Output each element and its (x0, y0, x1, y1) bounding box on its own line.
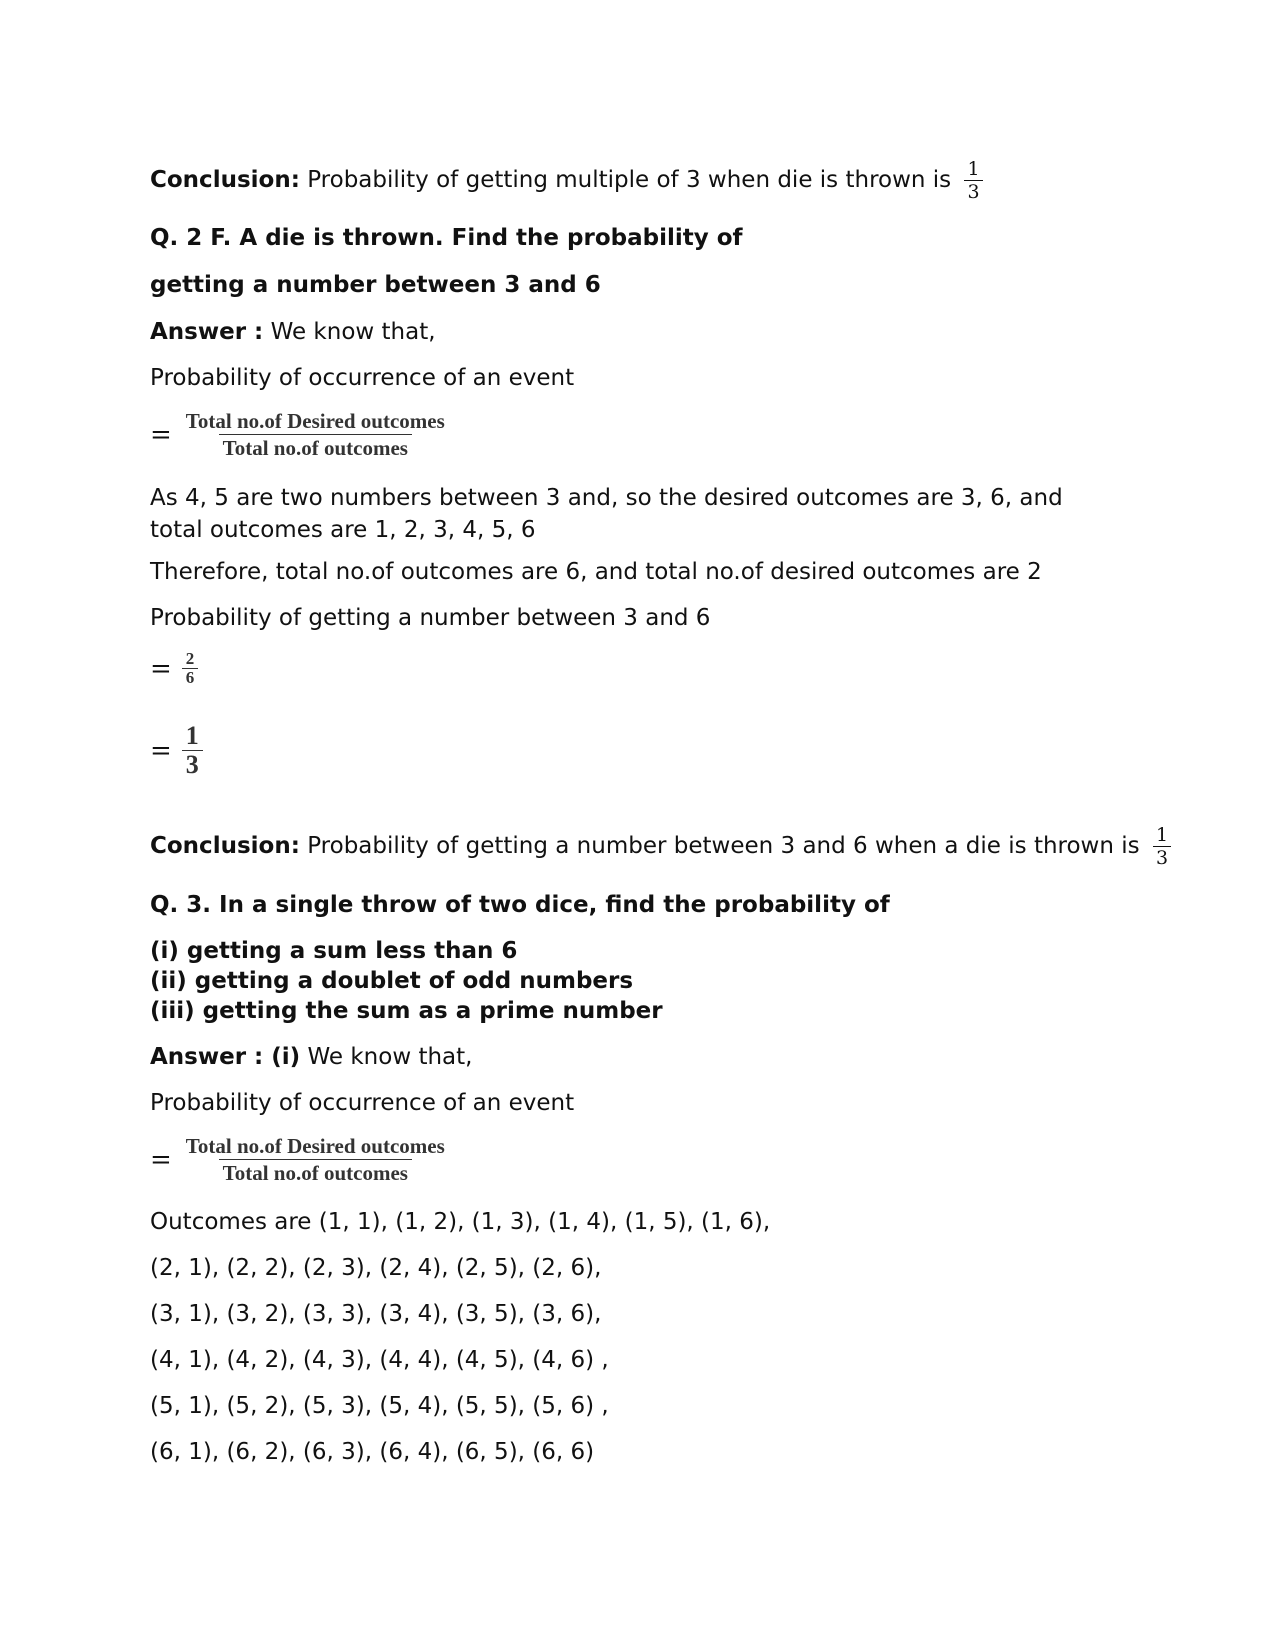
paragraph-total-outcomes: Therefore, total no.of outcomes are 6, and total no.of desired outcomes are 2 (150, 559, 1042, 585)
outcomes-line: (2, 1), (2, 2), (2, 3), (2, 4), (2, 5), (2, 6), (150, 1255, 602, 1281)
question-heading-line-2: getting a number between 3 and 6 (150, 272, 601, 298)
conclusion-label: Conclusion: (150, 833, 300, 859)
paragraph-probability-between: Probability of getting a number between 3 and 6 (150, 605, 711, 631)
formula-fraction: $\frac{\text{Total no.of Desired outcomes}}{\text{Total no.of outcomes}}$ (185, 1134, 445, 1185)
outcomes-line: (4, 1), (4, 2), (4, 3), (4, 4), (4, 5), (4, 6) , (150, 1347, 609, 1373)
conclusion-line-1 (150, 158, 983, 203)
question-3-heading: Q. 3. In a single throw of two dice, find the probability of (150, 892, 890, 918)
probability-definition: Probability of occurrence of an event (150, 365, 575, 391)
fraction-two-sixths: $\frac{2}{6}$ (182, 650, 199, 687)
question-heading: Q. 2 F. A die is thrown. Find the probability of (150, 225, 743, 251)
conclusion-text: Probability of getting a number between 3 and 6 when a die is thrown is (299, 833, 1140, 859)
conclusion-text: Probability of getting multiple of 3 when die is thrown is (299, 167, 952, 193)
outcomes-line: (3, 1), (3, 2), (3, 3), (3, 4), (3, 5), (3, 6), (150, 1301, 602, 1327)
answer-label: Answer : (i) (150, 1044, 301, 1070)
conclusion-label: Conclusion: (150, 167, 300, 193)
answer-label: Answer : (150, 319, 264, 345)
fraction-one-third: $\frac{1}{3}$ (964, 158, 982, 203)
step-one-third: = $\frac{1}{3}$ (150, 722, 203, 779)
answer-intro: Answer : We know that, (150, 319, 436, 345)
formula-fraction: $\frac{\text{Total no.of Desired outcomes}}{\text{Total no.of outcomes}}$ (185, 409, 445, 460)
probability-definition-q3: Probability of occurrence of an event (150, 1090, 575, 1116)
question-3-part-ii: (ii) getting a doublet of odd numbers (150, 968, 634, 994)
step-two-sixths: = $\frac{2}{6}$ (150, 650, 198, 687)
fraction-one-third-result: $\frac{1}{3}$ (182, 722, 203, 779)
question-3-part-iii: (iii) getting the sum as a prime number (150, 998, 663, 1024)
conclusion-line-2 (150, 824, 1171, 869)
question-3-part-i: (i) getting a sum less than 6 (150, 938, 518, 964)
outcomes-line: (5, 1), (5, 2), (5, 3), (5, 4), (5, 5), (5, 6) , (150, 1393, 609, 1419)
outcomes-line: Outcomes are (1, 1), (1, 2), (1, 3), (1, 4), (1, 5), (1, 6), (150, 1209, 771, 1235)
probability-formula-q3: = $\frac{\text{Total no.of Desired outcomes}}{\text{Total no.of outcomes}}$ (150, 1133, 449, 1186)
outcomes-line: (6, 1), (6, 2), (6, 3), (6, 4), (6, 5), (6, 6) (150, 1439, 595, 1465)
fraction-one-third: $\frac{1}{3}$ (1153, 824, 1171, 869)
probability-formula: = $\frac{\text{Total no.of Desired outcomes}}{\text{Total no.of outcomes}}$ (150, 408, 449, 461)
paragraph-desired-outcomes: As 4, 5 are two numbers between 3 and, so the desired outcomes are 3, 6, and total outcomes are 1, 2, 3, 4, 5, 6 (150, 485, 1063, 543)
answer-intro-q3: Answer : (i) We know that, (150, 1044, 473, 1070)
